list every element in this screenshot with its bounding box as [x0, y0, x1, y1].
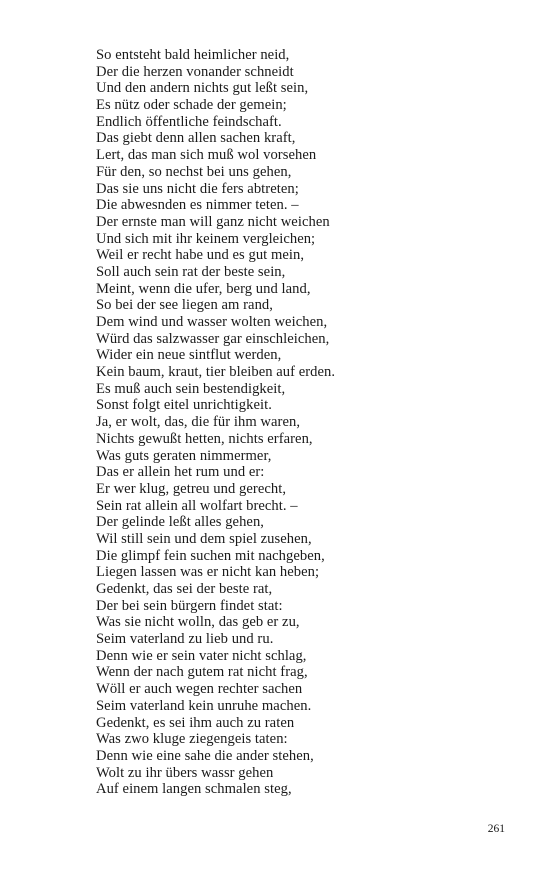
- poem-line: Was zwo kluge ziegengeis taten:: [96, 731, 288, 748]
- poem-line: So entsteht bald heimlicher neid,: [96, 47, 290, 63]
- poem-line: Gedenkt, das sei der beste rat,: [96, 581, 273, 597]
- poem-line: Der bei sein bürgern findet stat:: [96, 597, 283, 614]
- poem-line: Gedenkt, es sei ihm auch zu raten: [96, 714, 295, 731]
- poem-line: Es muß auch sein bestendigkeit,: [96, 380, 286, 397]
- poem-line: Das sie uns nicht die fers abtreten;: [96, 180, 299, 197]
- poem-line: Es nütz oder schade der gemein;: [96, 97, 287, 114]
- poem-line: Sonst folgt eitel unrichtigkeit.: [96, 397, 272, 414]
- poem-line: Für den, so nechst bei uns gehen,: [96, 163, 292, 180]
- poem-line: Wolt zu ihr übers wassr gehen: [96, 764, 274, 781]
- poem-line: Meint, wenn die ufer, berg und land,: [96, 280, 311, 297]
- poem-line: Endlich öffentliche feindschaft.: [96, 113, 282, 130]
- poem-line: Wenn der nach gutem rat nicht frag,: [96, 664, 308, 681]
- poem-line: Würd das salzwasser gar einschleichen,: [96, 330, 330, 347]
- poem-line: Das er allein het rum und er:: [96, 464, 265, 481]
- poem-text: [96, 47, 516, 798]
- poem-line: Nichts gewußt hetten, nichts erfaren,: [96, 430, 313, 447]
- poem-line: Wider ein neue sintflut werden,: [96, 347, 282, 364]
- poem-line: Auf einem langen schmalen steg,: [96, 781, 292, 798]
- poem-line: Der ernste man will ganz nicht weichen: [96, 213, 330, 230]
- poem-line: Und den andern nichts gut leßt sein,: [96, 80, 309, 97]
- poem-line: Denn wie er sein vater nicht schlag,: [96, 647, 307, 664]
- poem-line: Seim vaterland zu lieb und ru.: [96, 631, 274, 648]
- poem-line: Kein baum, kraut, tier bleiben auf erden.: [96, 364, 336, 381]
- poem-line: Das giebt denn allen sachen kraft,: [96, 130, 296, 147]
- poem-line: Was sie nicht wolln, das geb er zu,: [96, 614, 300, 631]
- poem-line: Sein rat allein all wolfart brecht. –: [96, 497, 298, 514]
- poem-line: Und sich mit ihr keinem vergleichen;: [96, 230, 316, 247]
- poem-line: Seim vaterland kein unruhe machen.: [96, 697, 312, 714]
- poem-line: Liegen lassen was er nicht kan heben;: [96, 564, 320, 581]
- poem-line: Denn wie eine sahe die ander stehen,: [96, 747, 314, 764]
- poem-line: Lert, das man sich muß wol vorsehen: [96, 147, 317, 164]
- poem-line: Weil er recht habe und es gut mein,: [96, 247, 305, 264]
- poem-line: Soll auch sein rat der beste sein,: [96, 263, 286, 280]
- poem-line: Wil still sein und dem spiel zusehen,: [96, 530, 312, 547]
- poem-line: Ja, er wolt, das, die für ihm waren,: [96, 414, 301, 431]
- poem-line: Der gelinde leßt alles gehen,: [96, 514, 264, 531]
- poem-line: Wöll er auch wegen rechter sachen: [96, 681, 303, 698]
- page-number: 261: [487, 823, 505, 835]
- poem-line: Der die herzen vonander schneidt: [96, 63, 294, 80]
- poem-line: Er wer klug, getreu und gerecht,: [96, 480, 287, 497]
- poem-line: So bei der see liegen am rand,: [96, 297, 273, 314]
- poem-line: Was guts geraten nimmermer,: [96, 447, 272, 464]
- poem-line: Die abwesnden es nimmer teten. –: [96, 197, 299, 214]
- poem-line: Dem wind und wasser wolten weichen,: [96, 314, 328, 330]
- poem-line: Die glimpf fein suchen mit nachgeben,: [96, 547, 325, 564]
